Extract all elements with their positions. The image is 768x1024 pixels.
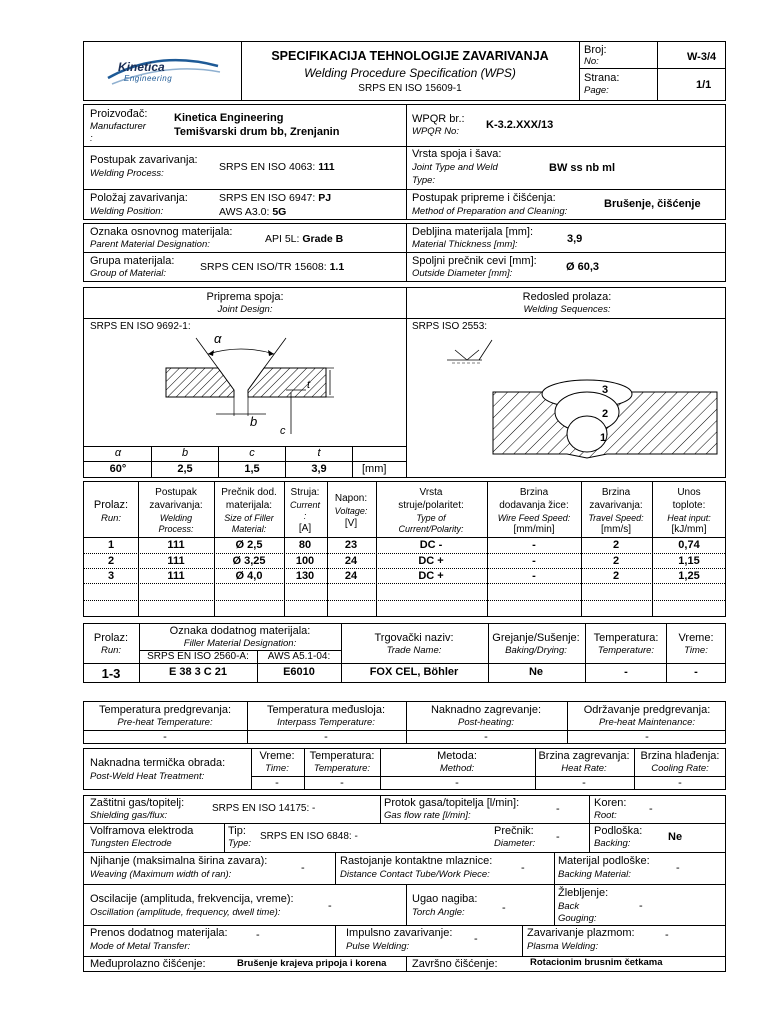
root-label: Koren:: [594, 797, 627, 809]
osc-en: Oscillation (amplitude, frequency, dwell time):: [90, 907, 281, 918]
row2-voltage: 24: [344, 555, 358, 567]
filler-trade-value: FOX CEL, Böhler: [369, 666, 459, 678]
pulse-value: -: [474, 933, 478, 945]
joint-design-en: Joint Design:: [217, 304, 273, 315]
weaving-value: -: [301, 862, 305, 874]
pass-header-wfs: Brzina: [519, 487, 549, 498]
filler-std1-label: SRPS EN ISO 2560-A:: [147, 651, 249, 662]
material-block: [83, 223, 726, 282]
flow-label: Protok gasa/topitelja [l/min]:: [384, 797, 520, 809]
joint-design-label: Priprema spoja:: [206, 291, 284, 303]
pass-header-wfs-en: Wire Feed Speed:: [497, 513, 571, 523]
pass-header-travel-unit: [mm/s]: [601, 524, 631, 535]
dim-header-alpha: α: [114, 447, 122, 459]
pass-header-polarity: Vrsta: [419, 487, 443, 498]
pwht-en: Post-Weld Heat Treatment:: [90, 771, 205, 782]
filler-std2-label: AWS A5.1-04:: [267, 651, 331, 662]
strana-value: 1/1: [696, 79, 712, 91]
backing-value: Ne: [668, 831, 683, 843]
seq-en: Welding Sequences:: [523, 304, 611, 315]
pass-header-process-en2: Process:: [158, 524, 194, 534]
cttwd-label: Rastojanje kontaktne mlaznice:: [340, 855, 493, 867]
pass-header-polarity-en1: Type of: [416, 513, 446, 523]
row3-filler: Ø 4,0: [235, 570, 263, 582]
row1-heat: 0,74: [678, 539, 700, 551]
weaving-en: Weaving (Maximum width of ran):: [90, 869, 232, 880]
diameter-label: Prečnik:: [494, 825, 534, 837]
backmat-en: Backing Material:: [558, 869, 631, 880]
pass-header-current: Struja:: [290, 487, 320, 498]
plasma-value: -: [665, 929, 669, 941]
row3-heat: 1,25: [678, 570, 700, 582]
filler-std1-value: E 38 3 C 21: [168, 666, 228, 678]
weaving-label: Njihanje (maksimalna širina zavara):: [90, 855, 268, 867]
dim-header-t: t: [317, 447, 321, 459]
row3-current: 130: [295, 570, 315, 582]
pass-header-current-unit: [A]: [298, 523, 312, 534]
tungsten-en: Tungsten Electrode: [90, 838, 172, 849]
shield-value: SRPS EN ISO 14175: -: [212, 803, 316, 814]
pass-header-filler-en1: Size of Filler: [224, 513, 274, 523]
postheat-en: Post-heating:: [458, 717, 514, 728]
row3-voltage: 24: [344, 570, 358, 582]
dim-value-c: 1,5: [244, 463, 260, 475]
wpqr-value: K-3.2.XXX/13: [486, 119, 554, 131]
pass-header-filler2: materijala:: [225, 500, 273, 511]
process-std: SRPS EN ISO 4063: 111: [219, 161, 335, 173]
position-label: Položaj zavarivanja:: [90, 192, 188, 204]
fig-c-label: c: [280, 425, 286, 437]
pass-header-process-en1: Welding: [159, 513, 193, 523]
dim-value-t: 3,9: [311, 463, 327, 475]
strana-label: Strana:: [584, 72, 620, 84]
fig-alpha-label: α: [214, 331, 222, 346]
pwht-coolrate-en: Cooling Rate:: [651, 763, 709, 774]
seq-pass-3: 3: [602, 384, 609, 396]
row2-wfs: -: [532, 555, 536, 567]
row2-heat: 1,15: [678, 555, 700, 567]
prep-label: Postupak pripreme i čišćenja:: [412, 192, 556, 204]
prep-en: Method of Preparation and Cleaning:: [412, 206, 568, 217]
type-label: Tip:: [228, 825, 246, 837]
pwht-temp-label: Temperatura:: [309, 750, 375, 762]
plasma-label: Zavarivanje plazmom:: [527, 927, 635, 939]
type-en: Type:: [228, 838, 252, 849]
row3-run: 3: [107, 570, 115, 582]
position-std2: AWS A3.0: 5G: [219, 206, 287, 218]
pass-header-voltage-unit: [V]: [344, 518, 358, 529]
preheat-temp-value: -: [163, 731, 167, 743]
pass-header-filler: Prečnik dod.: [221, 487, 277, 498]
row1-travel: 2: [612, 539, 620, 551]
transfer-label: Prenos dodatnog materijala:: [90, 927, 228, 939]
gouge-en1: Back: [558, 901, 580, 912]
pass-header-process: Postupak: [155, 487, 197, 498]
diameter-en: Diameter:: [494, 838, 536, 849]
wpqr-label: WPQR br.:: [412, 113, 465, 125]
manufacturer-en2: :: [90, 133, 93, 144]
pwht-coolrate-value: -: [678, 777, 682, 789]
pulse-en: Pulse Welding:: [346, 941, 410, 952]
manufacturer-address: Temišvarski drum bb, Zrenjanin: [174, 126, 340, 138]
process-label: Postupak zavarivanja:: [90, 154, 198, 166]
pwht-heatrate-value: -: [582, 777, 586, 789]
broj-value: W-3/4: [687, 51, 717, 63]
backing-en: Backing:: [594, 838, 631, 849]
parent-en: Parent Material Designation:: [90, 239, 210, 250]
welding-sequence-drawing: [407, 334, 725, 484]
thickness-en: Material Thickness [mm]:: [412, 239, 518, 250]
gouge-en2: Gouging:: [558, 913, 597, 924]
pass-header-heat: Unos: [677, 487, 701, 498]
dim-unit: [mm]: [362, 463, 387, 475]
seq-label: Redosled prolaza:: [522, 291, 612, 303]
interpass-temp-en: Interpass Temperature:: [277, 717, 375, 728]
pwht-time-en: Time:: [265, 763, 289, 774]
diameter-value: -: [556, 831, 560, 843]
joint-en: Joint Type and Weld: [412, 162, 498, 173]
preheat-temp-label: Temperatura predgrevanja:: [98, 704, 232, 716]
osc-value: -: [328, 900, 332, 912]
dim-value-b: 2,5: [177, 463, 193, 475]
filler-time-en: Time:: [684, 645, 708, 656]
filler-temp-en: Temperature:: [597, 645, 655, 656]
root-en: Root:: [594, 810, 617, 821]
filler-run-en: Run:: [100, 645, 122, 656]
pwht-temp-value: -: [340, 777, 344, 789]
group-en: Group of Material:: [90, 268, 167, 279]
pwht-temp-en: Temperature:: [313, 763, 371, 774]
pass-header-heat-en: Heat input:: [667, 513, 711, 523]
header-block: [83, 41, 726, 101]
process-en: Welding Process:: [90, 168, 164, 179]
row1-current: 80: [298, 539, 312, 551]
plasma-en: Plasma Welding:: [527, 941, 599, 952]
filler-temp-label: Temperatura:: [593, 632, 659, 644]
pass-header-run-en: Run:: [100, 513, 122, 524]
pwht-method-label: Metoda:: [437, 750, 477, 762]
filler-std2-value: E6010: [283, 666, 315, 678]
transfer-en: Mode of Metal Transfer:: [90, 941, 191, 952]
pwht-coolrate-label: Brzina hlađenja:: [640, 750, 720, 762]
company-logo: [98, 48, 228, 94]
diameter-label: Spoljni prečnik cevi [mm]:: [412, 255, 537, 267]
preheat-maint-label: Održavanje predgrevanja:: [583, 704, 711, 716]
row2-current: 100: [295, 555, 315, 567]
pass-header-process2: zavarivanja:: [149, 500, 203, 511]
dim-value-alpha: 60°: [109, 463, 127, 475]
pwht-method-value: -: [455, 777, 459, 789]
passes-table: [83, 481, 726, 617]
group-label: Grupa materijala:: [90, 255, 175, 267]
seq-pass-1: 1: [600, 432, 607, 444]
diameter-value: Ø 60,3: [566, 261, 600, 273]
cttwd-en: Distance Contact Tube/Work Piece:: [340, 869, 490, 880]
row1-wfs: -: [532, 539, 536, 551]
pass-header-voltage: Napon:: [334, 493, 368, 504]
pass-header-current-en1: Current: [289, 500, 321, 510]
filler-baking-en: Baking/Drying:: [505, 645, 567, 656]
preheat-maint-value: -: [645, 731, 649, 743]
cttwd-value: -: [521, 862, 525, 874]
filler-baking-value: Ne: [528, 666, 544, 678]
osc-label: Oscilacije (amplituda, frekvencija, vreme):: [90, 893, 294, 905]
joint-en2: Type:: [412, 175, 436, 186]
postheat-label: Naknadno zagrevanje:: [430, 704, 542, 716]
backmat-label: Materijal podloške:: [558, 855, 650, 867]
gouge-label: Žlebljenje:: [558, 887, 609, 899]
flow-en: Gas flow rate [l/min]:: [384, 810, 471, 821]
shield-en: Shielding gas/flux:: [90, 810, 168, 821]
filler-time-value: -: [694, 666, 698, 678]
filler-trade-label: Trgovački naziv:: [374, 632, 454, 644]
tungsten-label: Volframova elektroda: [90, 825, 194, 837]
filler-designation-en: Filler Material Designation:: [183, 638, 297, 649]
dim-header-c: c: [249, 447, 255, 459]
pass-header-heat2: toplote:: [672, 500, 706, 511]
row2-travel: 2: [612, 555, 620, 567]
interpass-clean-label: Međuprolazno čišćenje:: [90, 958, 206, 970]
row1-polarity: DC -: [419, 539, 443, 551]
manufacturer-name: Kinetica Engineering: [174, 112, 284, 124]
pass-header-travel-en: Travel Speed:: [588, 513, 644, 523]
type-value: SRPS EN ISO 6848: -: [260, 831, 358, 842]
pwht-time-label: Vreme:: [259, 750, 295, 762]
pass-header-current-en2: :: [303, 511, 307, 521]
gas-block: [83, 795, 726, 972]
final-clean-value: Rotacionim brusnim četkama: [530, 957, 663, 968]
angle-en: Torch Angle:: [412, 907, 465, 918]
pass-header-travel2: zavarivanja:: [589, 500, 643, 511]
pass-header-wfs2: dodavanja žice:: [499, 500, 569, 511]
position-std1: SRPS EN ISO 6947: PJ: [219, 192, 332, 204]
row3-process: 111: [167, 570, 185, 582]
thickness-label: Debljina materijala [mm]:: [412, 226, 534, 238]
preheat-maint-en: Pre-heat Maintenance:: [598, 717, 696, 728]
filler-trade-en: Trade Name:: [386, 645, 442, 656]
position-en: Welding Position:: [90, 206, 164, 217]
filler-run-value: 1-3: [101, 666, 121, 681]
transfer-value: -: [256, 929, 260, 941]
angle-value: -: [502, 902, 506, 914]
row1-process: 111: [167, 539, 185, 551]
row1-filler: Ø 2,5: [235, 539, 263, 551]
pwht-table: [83, 748, 726, 790]
pwht-method-en: Method:: [439, 763, 475, 774]
backing-label: Podloška:: [594, 825, 643, 837]
row3-wfs: -: [532, 570, 536, 582]
manufacturer-label: Proizvođač:: [90, 108, 148, 120]
group-value: SRPS CEN ISO/TR 15608: 1.1: [200, 261, 345, 273]
preheat-table: [83, 701, 726, 744]
wpqr-en: WPQR No:: [412, 126, 459, 137]
angle-label: Ugao nagiba:: [412, 893, 478, 905]
pass-header-polarity2: struje/polaritet:: [398, 500, 464, 511]
interpass-clean-value: Brušenje krajeva pripoja i korena: [237, 958, 387, 969]
row1-run: 1: [107, 539, 115, 551]
pass-header-run: Prolaz:: [93, 499, 129, 511]
row2-process: 111: [167, 555, 185, 567]
document-standard: SRPS EN ISO 15609-1: [358, 83, 462, 94]
filler-designation-label: Oznaka dodatnog materijala:: [169, 625, 311, 637]
row2-filler: Ø 3,25: [232, 555, 266, 567]
logo-line2: Engineering: [124, 74, 173, 83]
postheat-value: -: [484, 731, 488, 743]
logo-line1: Kinetica: [118, 60, 165, 74]
fig-b-label: b: [250, 414, 258, 429]
prep-value: Brušenje, čišćenje: [604, 198, 701, 210]
general-block: [83, 104, 726, 220]
dim-header-b: b: [181, 447, 189, 459]
parent-label: Oznaka osnovnog materijala:: [90, 226, 233, 238]
row3-travel: 2: [612, 570, 620, 582]
joint-label: Vrsta spoja i šava:: [412, 148, 502, 160]
broj-label: Broj:: [584, 44, 607, 56]
fig-t-label: t: [307, 379, 311, 391]
diameter-en: Outside Diameter [mm]:: [412, 268, 513, 279]
pwht-heatrate-en: Heat Rate:: [561, 763, 607, 774]
seq-std: SRPS ISO 2553:: [412, 321, 488, 332]
thickness-value: 3,9: [567, 233, 583, 245]
flow-value: -: [556, 803, 560, 815]
row1-voltage: 23: [344, 539, 358, 551]
final-clean-label: Završno čišćenje:: [412, 958, 498, 970]
document-title: SPECIFIKACIJA TEHNOLOGIJE ZAVARIVANJA: [271, 49, 549, 63]
joint-std: SRPS EN ISO 9692-1:: [90, 321, 191, 332]
preheat-temp-en: Pre-heat Temperature:: [117, 717, 213, 728]
pass-header-wfs-unit: [mm/min]: [513, 524, 555, 535]
pulse-label: Impulsno zavarivanje:: [346, 927, 453, 939]
interpass-temp-label: Temperatura međusloja:: [266, 704, 386, 716]
strana-en: Page:: [584, 85, 609, 96]
manufacturer-en: Manufacturer: [90, 121, 146, 132]
broj-en: No:: [584, 56, 599, 67]
row3-polarity: DC +: [418, 570, 444, 582]
row2-run: 2: [107, 555, 115, 567]
pwht-label: Naknadna termička obrada:: [90, 757, 226, 769]
pass-header-heat-unit: [kJ/mm]: [671, 524, 707, 535]
seq-pass-2: 2: [602, 408, 609, 420]
backmat-value: -: [676, 862, 680, 874]
root-value: -: [649, 803, 653, 815]
interpass-temp-value: -: [324, 731, 328, 743]
gouge-value: -: [639, 900, 643, 912]
pass-header-travel: Brzina: [601, 487, 631, 498]
document-subtitle: Welding Procedure Specification (WPS): [304, 66, 516, 80]
pwht-time-value: -: [275, 777, 279, 789]
pass-header-voltage-en: Voltage:: [334, 506, 368, 516]
row2-polarity: DC +: [418, 555, 444, 567]
pwht-heatrate-label: Brzina zagrevanja:: [538, 750, 630, 762]
pass-header-filler-en2: Material:: [231, 524, 267, 534]
filler-table: [83, 623, 726, 683]
filler-run-label: Prolaz:: [93, 632, 129, 644]
filler-temp-value: -: [624, 666, 628, 678]
filler-time-label: Vreme:: [678, 632, 714, 644]
pass-header-polarity-en2: Current/Polarity:: [398, 524, 464, 534]
dimension-table: [84, 446, 406, 478]
shield-label: Zaštitni gas/topitelj:: [90, 797, 185, 809]
joint-design-drawing: [86, 331, 404, 444]
filler-baking-label: Grejanje/Sušenje:: [492, 632, 580, 644]
joint-value: BW ss nb ml: [549, 162, 616, 174]
design-block: [83, 287, 726, 478]
parent-value: API 5L: Grade B: [265, 233, 344, 245]
